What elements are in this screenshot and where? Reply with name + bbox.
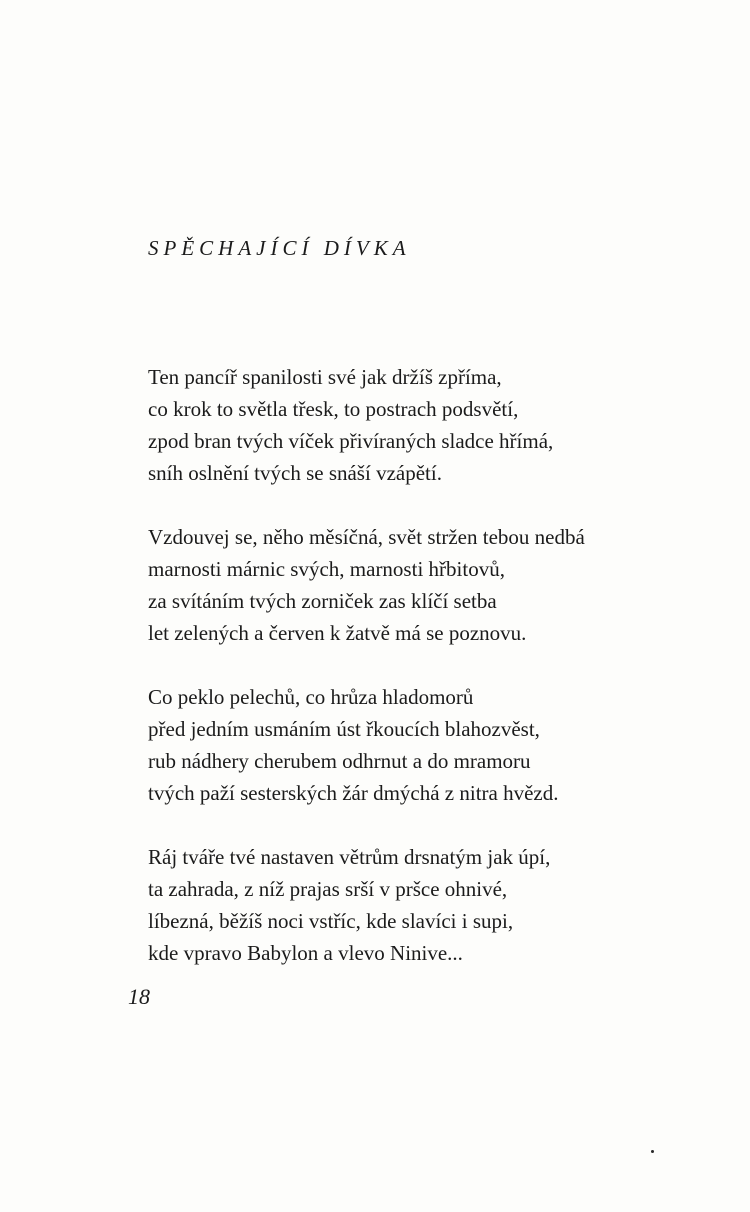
poem-line: kde vpravo Babylon a vlevo Ninive... (148, 941, 463, 965)
print-speck (651, 1150, 654, 1153)
poem-line: Ráj tváře tvé nastaven větrům drsnatým jak úpí, (148, 845, 551, 869)
poem-line: Vzdouvej se, něho měsíčná, svět stržen tebou nedbá (148, 525, 585, 549)
poem-line: zpod bran tvých víček přivíraných sladce hřímá, (148, 429, 554, 453)
poem-body (148, 361, 628, 1001)
poem-line: co krok to světla třesk, to postrach podsvětí, (148, 397, 519, 421)
poem-line: Co peklo pelechů, co hrůza hladomorů (148, 685, 474, 709)
poem-line: Ten pancíř spanilosti své jak držíš zpříma, (148, 365, 502, 389)
poem-line: ta zahrada, z níž prajas srší v pršce ohnivé, (148, 877, 508, 901)
poem-title: SPĚCHAJÍCÍ DÍVKA (148, 236, 411, 260)
stanza (148, 841, 628, 969)
poem-line: líbezná, běžíš noci vstříc, kde slavíci i supi, (148, 909, 514, 933)
poem-line: tvých paží sesterských žár dmýchá z nitra hvězd. (148, 781, 559, 805)
poem-line: za svítáním tvých zorniček zas klíčí setba (148, 589, 497, 613)
stanza (148, 681, 628, 809)
poem-line: sníh oslnění tvých se snáší vzápětí. (148, 461, 442, 485)
page-number: 18 (128, 984, 150, 1009)
poem-line: marnosti márnic svých, marnosti hřbitovů, (148, 557, 505, 581)
stanza (148, 361, 628, 489)
stanza (148, 521, 628, 649)
poem-line: před jedním usmáním úst řkoucích blahozvěst, (148, 717, 540, 741)
poem-line: let zelených a červen k žatvě má se poznovu. (148, 621, 527, 645)
poem-line: rub nádhery cherubem odhrnut a do mramoru (148, 749, 531, 773)
